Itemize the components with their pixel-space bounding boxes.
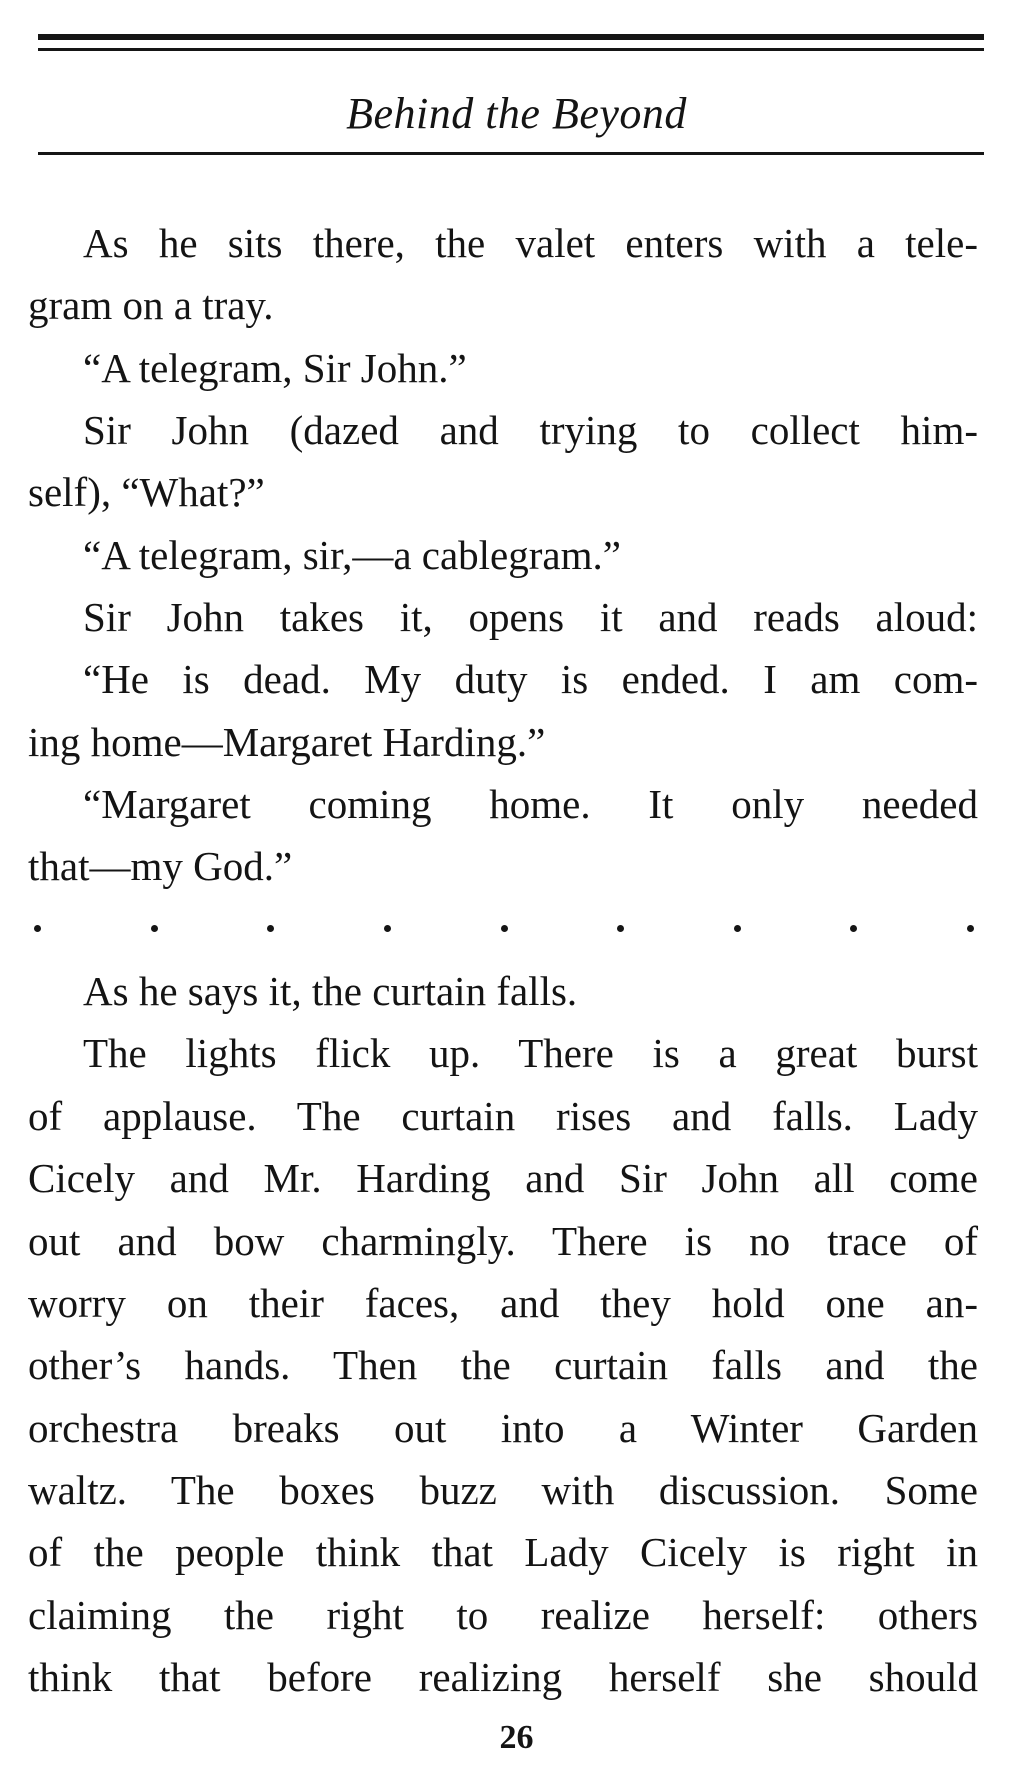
text-line: other’s hands. Then the curtain falls and the (28, 1342, 978, 1389)
text-line: of applause. The curtain rises and falls. Lady (28, 1092, 978, 1139)
header-rule-top (38, 34, 984, 40)
dot (617, 925, 624, 932)
page-number: 26 (499, 1719, 534, 1756)
dot (267, 925, 274, 932)
dot (384, 925, 391, 932)
text-line: “A telegram, Sir John.” (83, 344, 467, 391)
header-rule-second (38, 48, 984, 51)
text-line: waltz. The boxes buzz with discussion. Some (28, 1466, 978, 1513)
dot (501, 925, 508, 932)
text-line: The lights flick up. There is a great burst (83, 1030, 978, 1077)
text-line: “He is dead. My duty is ended. I am com- (83, 656, 978, 703)
text-line: that—my God.” (28, 843, 293, 890)
text-line: ing home—Margaret Harding.” (28, 718, 546, 765)
dot (967, 925, 974, 932)
text-line: think that before realizing herself she should (28, 1653, 978, 1700)
text-line: Sir John takes it, opens it and reads aloud: (83, 594, 978, 641)
text-line: Cicely and Mr. Harding and Sir John all come (28, 1155, 978, 1202)
running-title: Behind the Beyond (346, 89, 687, 138)
text-line: “A telegram, sir,—a cablegram.” (83, 531, 621, 578)
text-line: self), “What?” (28, 469, 265, 516)
dot (34, 925, 41, 932)
text-line: out and bow charmingly. There is no trace of (28, 1217, 978, 1264)
text-line: claiming the right to realize herself: others (28, 1591, 978, 1638)
section-break-dots (28, 898, 978, 960)
body-text (28, 212, 978, 1708)
text-line: worry on their faces, and they hold one an- (28, 1279, 978, 1326)
text-line: orchestra breaks out into a Winter Garden (28, 1404, 978, 1451)
text-line: As he says it, the curtain falls. (83, 968, 578, 1015)
text-line: “Margaret coming home. It only needed (83, 781, 978, 828)
header-rule-bottom (38, 152, 984, 155)
text-line: gram on a tray. (28, 282, 274, 329)
dot (850, 925, 857, 932)
dot (151, 925, 158, 932)
dot (734, 925, 741, 932)
text-line: of the people think that Lady Cicely is right in (28, 1529, 978, 1576)
text-line: Sir John (dazed and trying to collect him- (83, 407, 978, 454)
text-line: As he sits there, the valet enters with a tele- (83, 220, 978, 266)
